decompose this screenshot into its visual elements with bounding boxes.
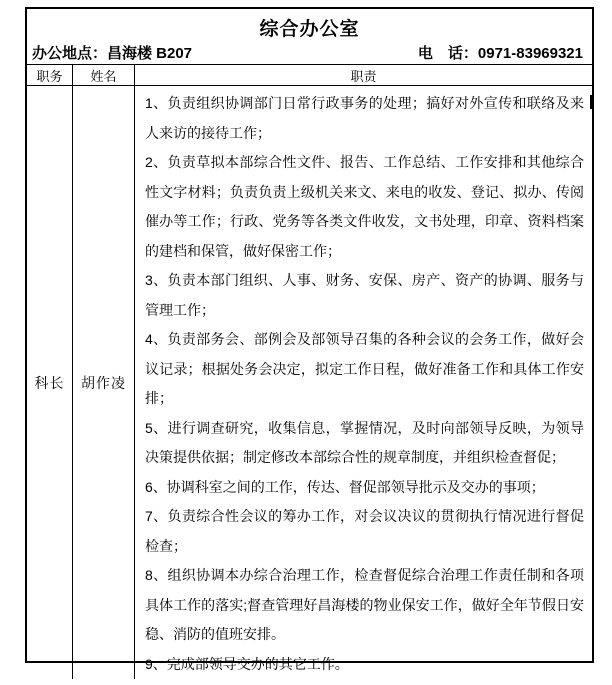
duty-item: 5、进行调查研究，收集信息，掌握情况，及时向部领导反映，为领导决策提供依据；制定修改本部综合性的规章制度，并组织检查督促； <box>145 419 584 465</box>
office-duties-table <box>25 7 594 672</box>
name-cell: 胡作凌 <box>73 86 135 679</box>
duty-item: 6、协调科室之间的工作，传达、督促部领导批示及交办的事项； <box>145 478 545 495</box>
duty-item: 1、负责组织协调部门日常行政事务的处理；搞好对外宣传和联络及来人来访的接待工作； <box>145 95 584 141</box>
duty-item: 9、完成部领导交办的其它工作。 <box>145 655 349 672</box>
duty-item: 7、负责综合性会议的筹办工作，对会议决议的贯彻执行情况进行督促检查； <box>145 508 584 554</box>
border-artifact <box>590 95 594 109</box>
column-header-position: 职务 <box>27 65 73 85</box>
position-cell: 科长 <box>27 86 73 679</box>
duty-item: 2、负责草拟本部综合性文件、报告、工作总结、工作安排和其他综合性文字材料；负责负责上级机关来文、来电的收发、登记、拟办、传阅催办等工作；行政、党务等各类文件收发，文书处理，印章、资料档案的建档和保管，做好保密工作； <box>145 154 584 259</box>
contact-line <box>27 41 592 64</box>
office-phone-label: 电 话：0971-83969321 <box>417 45 583 62</box>
column-header-name: 姓名 <box>73 65 135 85</box>
duties-list <box>135 86 592 679</box>
column-header-duties: 职责 <box>350 68 377 84</box>
table-row <box>27 86 592 679</box>
duty-item: 3、负责本部门组织、人事、财务、安保、房产、资产的协调、服务与管理工作； <box>145 272 584 318</box>
column-header-row <box>27 64 592 86</box>
duty-item: 4、负责部务会、部例会及部领导召集的各种会议的会务工作，做好会议记录；根据处务会决定，拟定工作日程，做好准备工作和具体工作安排； <box>145 331 584 406</box>
duty-item: 8、组织协调本办综合治理工作，检查督促综合治理工作责任制和各项具体工作的落实;督查管理好昌海楼的物业保安工作，做好全年节假日安稳、消防的值班安排。 <box>145 567 584 642</box>
page-title: 综合办公室 <box>259 19 360 40</box>
office-location-label: 办公地点：昌海楼 B207 <box>32 45 193 62</box>
table-header-cell <box>27 9 592 64</box>
